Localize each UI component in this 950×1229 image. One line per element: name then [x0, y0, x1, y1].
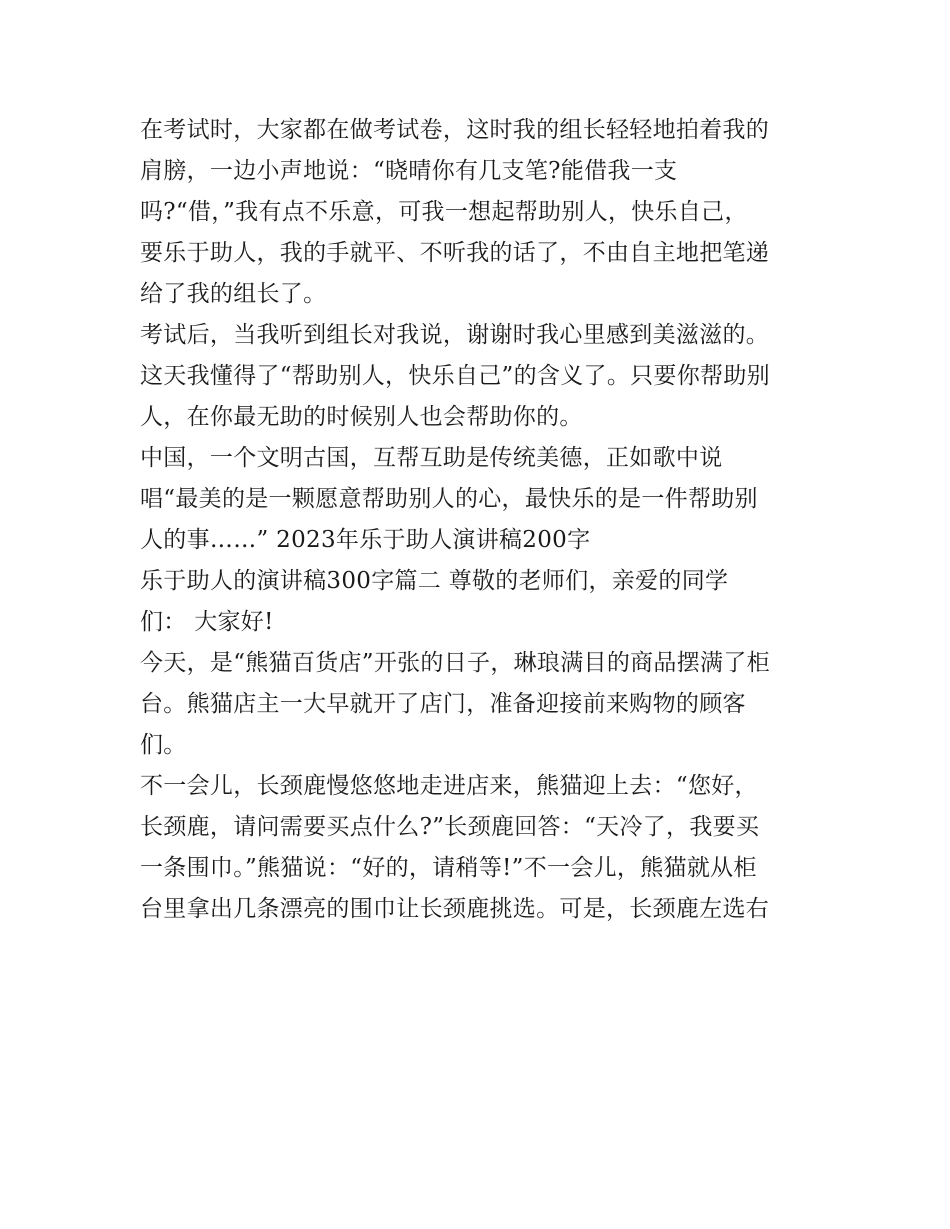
text-line: 不一会儿，长颈鹿慢悠悠地走进店来，熊猫迎上去：“您好，	[140, 773, 758, 799]
text-line: 乐于助人的演讲稿300字篇二 尊敬的老师们，亲爱的同学	[140, 568, 729, 594]
text-line: 中国，一个文明古国，互帮互助是传统美德，正如歌中说	[140, 445, 723, 471]
text-line: 台。熊猫店主一大早就开了店门，准备迎接前来购物的顾客	[140, 691, 746, 717]
text-line: 人，在你最无助的时候别人也会帮助你的。	[140, 404, 583, 430]
text-line: 今天，是“熊猫百货店”开张的日子，琳琅满目的商品摆满了柜	[140, 650, 770, 676]
text-line: 台里拿出几条漂亮的围巾让长颈鹿挑选。可是，长颈鹿左选右	[140, 896, 770, 922]
text-line: 肩膀，一边小声地说：“晓晴你有几支笔?能借我一支	[140, 158, 678, 184]
document-body	[140, 110, 820, 930]
text-line: 们。	[140, 732, 187, 758]
text-line: 长颈鹿，请问需要买点什么?”长颈鹿回答：“天冷了，我要买	[140, 814, 760, 840]
text-line: 唱“最美的是一颗愿意帮助别人的心，最快乐的是一件帮助别	[140, 486, 758, 512]
text-line: 给了我的组长了。	[140, 281, 327, 307]
text-line: 要乐于助人，我的手就平、不听我的话了，不由自主地把笔递	[140, 240, 770, 266]
text-line: 们： 大家好!	[140, 609, 274, 635]
text-line: 这天我懂得了“帮助别人，快乐自己”的含义了。只要你帮助别	[140, 363, 770, 389]
text-line: 一条围巾。”熊猫说：“好的，请稍等!”不一会儿，熊猫就从柜	[140, 855, 757, 881]
text-line: 人的事……” 2023年乐于助人演讲稿200字	[140, 527, 591, 553]
text-line: 吗?“借，”我有点不乐意，可我一想起帮助别人，快乐自己，	[140, 199, 748, 225]
text-line: 在考试时，大家都在做考试卷，这时我的组长轻轻地拍着我的	[140, 117, 770, 143]
text-line: 考试后，当我听到组长对我说，谢谢时我心里感到美滋滋的。	[140, 322, 770, 348]
